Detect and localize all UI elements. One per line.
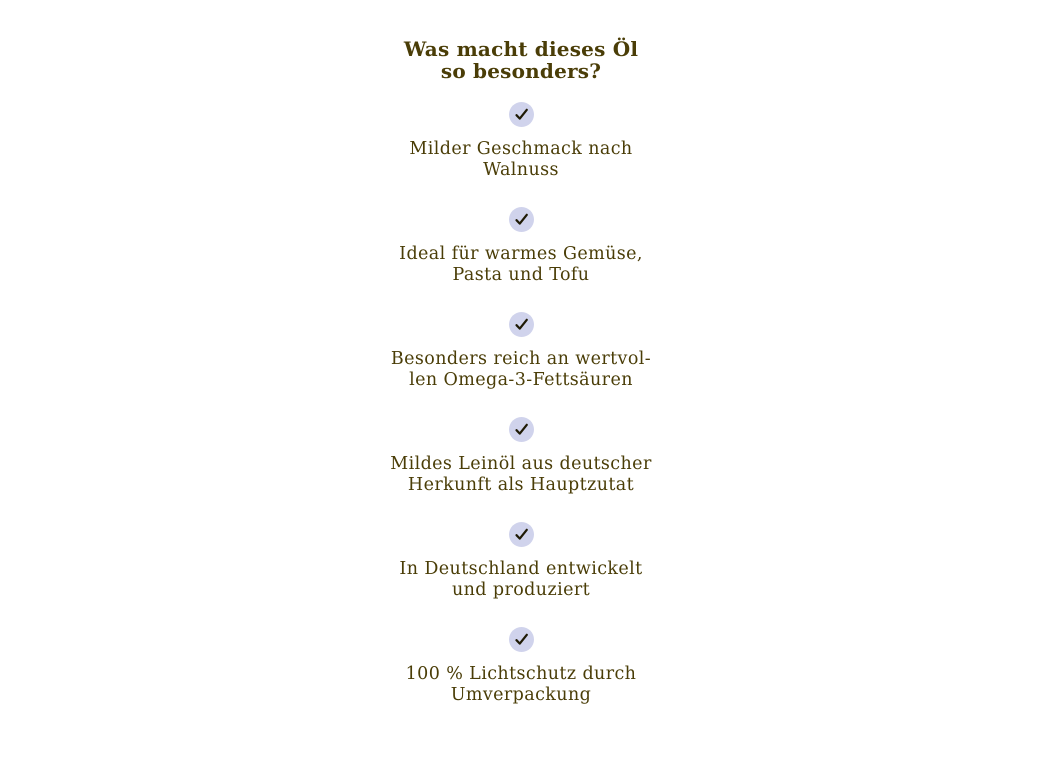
checkmark-icon bbox=[509, 207, 534, 232]
feature-text bbox=[368, 664, 674, 706]
feature-line-2: Pasta und Tofu bbox=[452, 265, 590, 285]
checkmark-icon bbox=[509, 417, 534, 442]
feature-list bbox=[368, 102, 674, 732]
list-item bbox=[368, 627, 674, 732]
feature-line-1: 100 % Lichtschutz durch bbox=[405, 664, 637, 684]
feature-line-1: Mildes Leinöl aus deutscher bbox=[390, 454, 652, 474]
feature-text bbox=[368, 454, 674, 496]
list-item bbox=[368, 417, 674, 522]
feature-line-1: Besonders reich an wertvol- bbox=[390, 349, 652, 369]
checkmark-icon bbox=[509, 627, 534, 652]
checkmark-icon bbox=[509, 312, 534, 337]
feature-line-2: Herkunft als Hauptzutat bbox=[407, 475, 635, 495]
heading-line-1: Was macht dieses Öl bbox=[403, 37, 639, 61]
list-item bbox=[368, 207, 674, 312]
feature-line-1: Ideal für warmes Gemüse, bbox=[399, 244, 643, 264]
feature-line-2: Walnuss bbox=[483, 160, 559, 180]
list-item bbox=[368, 102, 674, 207]
feature-section bbox=[368, 38, 674, 732]
feature-line-1: In Deutschland entwickelt bbox=[399, 559, 643, 579]
section-heading bbox=[368, 38, 674, 82]
feature-text bbox=[368, 559, 674, 601]
heading-line-2: so besonders? bbox=[440, 59, 602, 83]
feature-line-2: len Omega-3-Fettsäuren bbox=[409, 370, 633, 390]
feature-line-1: Milder Geschmack nach bbox=[409, 139, 633, 159]
feature-text bbox=[368, 349, 674, 391]
feature-text bbox=[368, 139, 674, 181]
feature-line-2: und produziert bbox=[451, 580, 591, 600]
feature-text bbox=[368, 244, 674, 286]
checkmark-icon bbox=[509, 522, 534, 547]
list-item bbox=[368, 312, 674, 417]
list-item bbox=[368, 522, 674, 627]
feature-line-2: Umverpackung bbox=[450, 685, 592, 705]
checkmark-icon bbox=[509, 102, 534, 127]
